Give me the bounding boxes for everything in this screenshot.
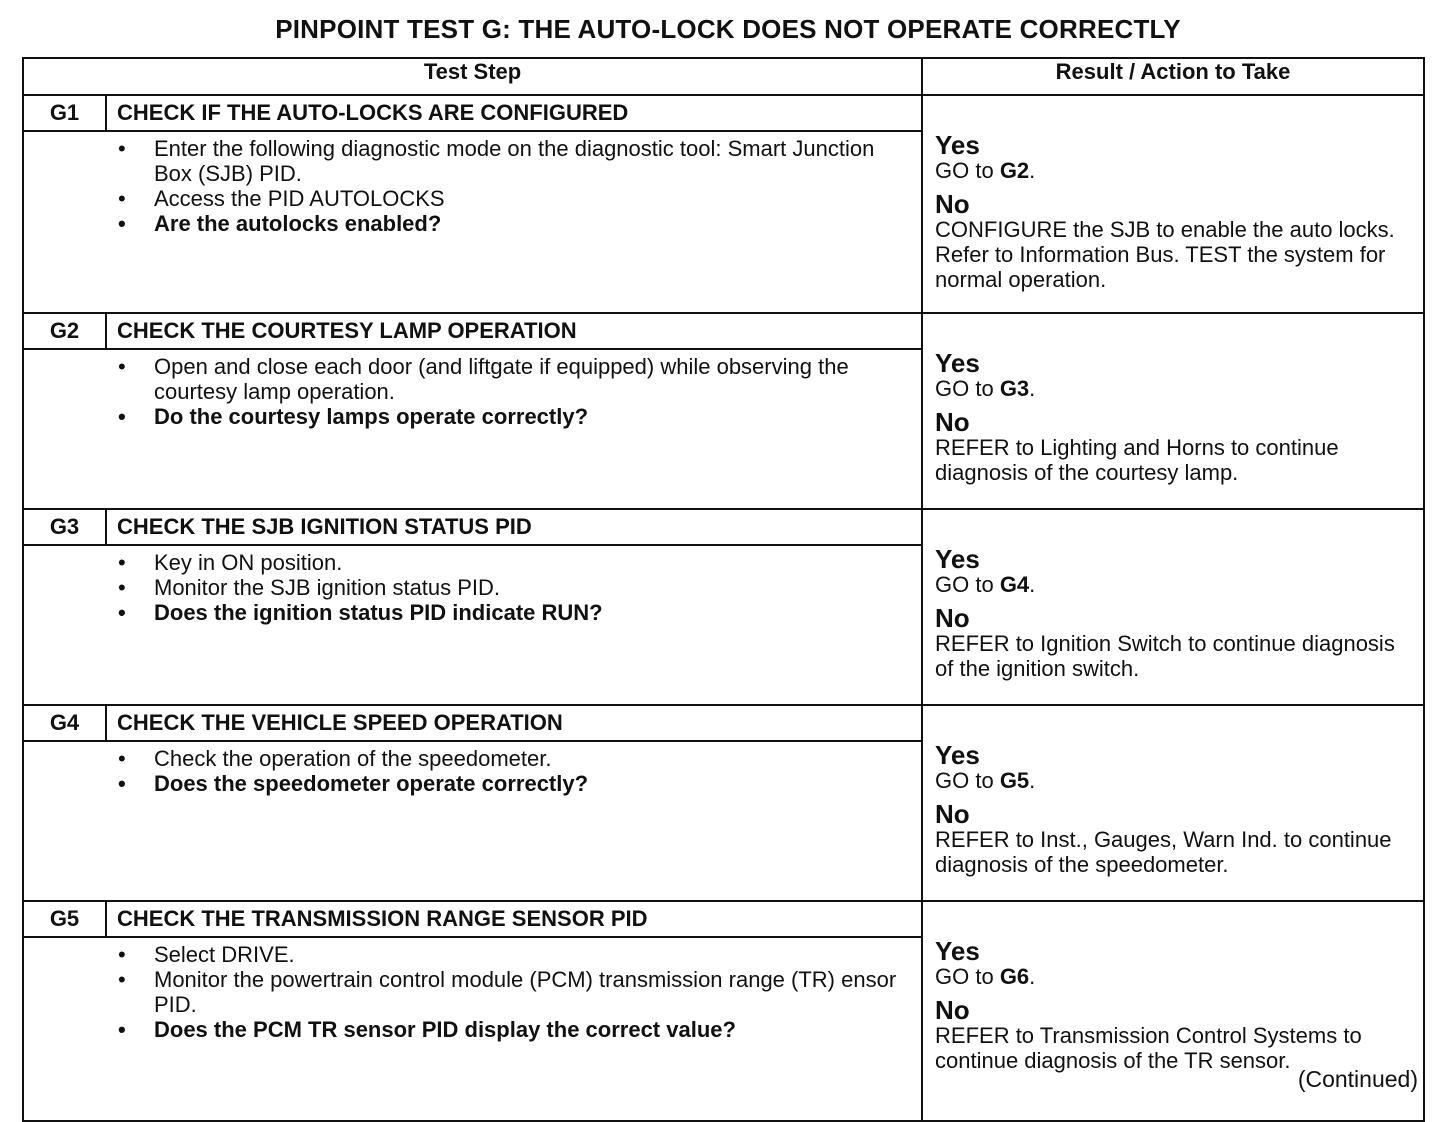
step-id: G4 [23,705,106,741]
yes-prefix: GO to [935,964,1000,989]
yes-suffix: . [1029,376,1036,401]
no-action: REFER to Ignition Switch to continue diagnosis of the ignition switch. [935,631,1395,681]
step-result-cell [922,509,1424,705]
yes-suffix: . [1029,158,1036,183]
step-result-cell [922,95,1424,313]
steps-body [23,95,1424,1121]
yes-suffix: . [1029,964,1036,989]
yes-label: Yes [935,130,980,160]
action-item: • Monitor the SJB ignition status PID. [154,575,911,600]
step-result-cell [922,705,1424,901]
yes-action [935,158,1413,183]
page-title: PINPOINT TEST G: THE AUTO-LOCK DOES NOT OPERATE CORRECTLY [275,14,1181,44]
step-title: CHECK IF THE AUTO-LOCKS ARE CONFIGURED [106,95,922,131]
yes-target-step: G4 [999,572,1030,597]
step-question: • Do the courtesy lamps operate correctly? [154,404,911,429]
step-question: • Does the ignition status PID indicate RUN? [154,600,911,625]
column-header-result-action: Result / Action to Take [922,58,1424,95]
no-label: No [935,995,970,1025]
step-header-row [23,705,1424,741]
action-list [154,354,911,429]
yes-prefix: GO to [935,158,1000,183]
action-item: • Key in ON position. [154,550,911,575]
step-actions [106,131,922,313]
step-id-spacer [23,937,106,1121]
step-id: G3 [23,509,106,545]
step-header-row [23,901,1424,937]
yes-suffix: . [1029,768,1036,793]
step-actions [106,349,922,509]
step-header-row [23,95,1424,131]
column-header-test-step: Test Step [23,58,922,95]
step-title: CHECK THE COURTESY LAMP OPERATION [106,313,922,349]
step-id-spacer [23,741,106,901]
step-header-row [23,509,1424,545]
step-id-spacer [23,131,106,313]
yes-prefix: GO to [935,768,1000,793]
yes-action [935,768,1413,793]
continued-label: (Continued) [1297,1066,1418,1092]
yes-prefix: GO to [935,376,1000,401]
yes-label: Yes [935,544,980,574]
step-id-spacer [23,545,106,705]
yes-action [935,964,1413,989]
yes-prefix: GO to [935,572,1000,597]
step-question: • Does the speedometer operate correctly? [154,771,911,796]
no-action: REFER to Lighting and Horns to continue diagnosis of the courtesy lamp. [935,435,1339,485]
no-action: CONFIGURE the SJB to enable the auto locks. Refer to Information Bus. TEST the system for normal operation. [935,217,1395,292]
action-list [154,746,911,796]
yes-action [935,376,1413,401]
step-id: G1 [23,95,106,131]
yes-suffix: . [1029,572,1036,597]
step-actions [106,741,922,901]
pinpoint-test-table [22,57,1425,1122]
step-header-row [23,313,1424,349]
action-item: • Access the PID AUTOLOCKS [154,186,911,211]
step-actions [106,937,922,1121]
step-title: CHECK THE TRANSMISSION RANGE SENSOR PID [106,901,922,937]
step-question: • Are the autolocks enabled? [154,211,911,236]
action-list [154,942,911,1042]
action-item: • Select DRIVE. [154,942,911,967]
action-item: • Monitor the powertrain control module (PCM) transmission range (TR) ensor PID. [154,967,911,1017]
yes-action [935,572,1413,597]
step-title: CHECK THE SJB IGNITION STATUS PID [106,509,922,545]
action-item: • Open and close each door (and liftgate if equipped) while observing the courtesy lamp operation. [154,354,911,404]
no-label: No [935,799,970,829]
yes-label: Yes [935,936,980,966]
action-item: • Enter the following diagnostic mode on the diagnostic tool: Smart Junction Box (SJB) PID. [154,136,911,186]
yes-target-step: G2 [999,158,1030,183]
no-label: No [935,603,970,633]
yes-target-step: G6 [999,964,1030,989]
action-list [154,550,911,625]
step-actions [106,545,922,705]
no-action: REFER to Inst., Gauges, Warn Ind. to continue diagnosis of the speedometer. [935,827,1392,877]
no-label: No [935,407,970,437]
column-header-row [23,58,1424,95]
no-label: No [935,189,970,219]
action-item: • Check the operation of the speedometer. [154,746,911,771]
step-question: • Does the PCM TR sensor PID display the correct value? [154,1017,911,1042]
yes-target-step: G5 [999,768,1030,793]
yes-label: Yes [935,740,980,770]
no-action: REFER to Transmission Control Systems to continue diagnosis of the TR sensor. [935,1023,1362,1073]
step-id: G5 [23,901,106,937]
step-id-spacer [23,349,106,509]
yes-target-step: G3 [999,376,1030,401]
step-title: CHECK THE VEHICLE SPEED OPERATION [106,705,922,741]
step-id: G2 [23,313,106,349]
step-result-cell [922,313,1424,509]
action-list [154,136,911,236]
yes-label: Yes [935,348,980,378]
